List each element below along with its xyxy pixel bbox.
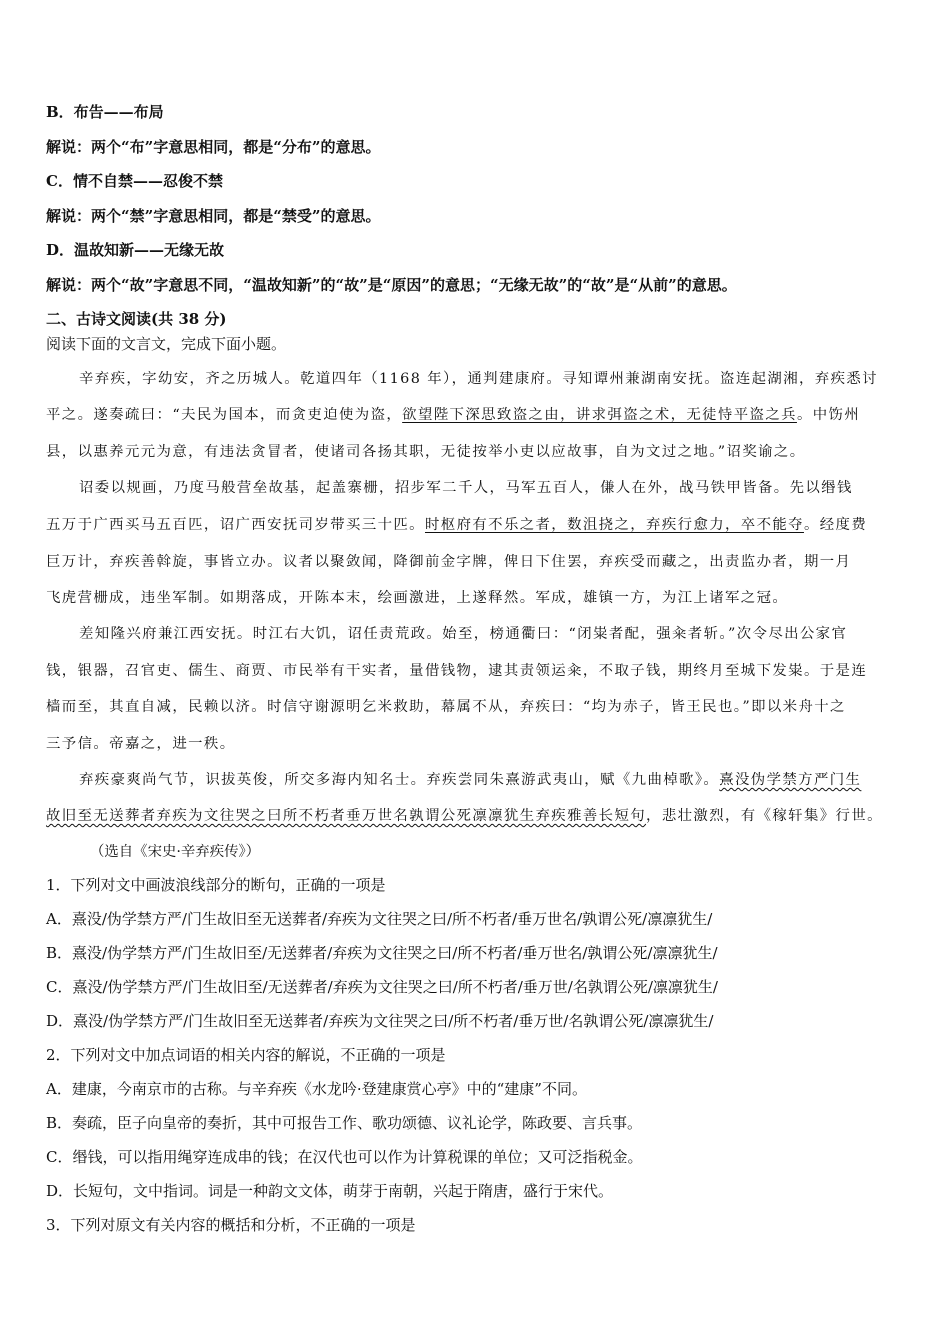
- explanation-d: 解说：两个“故”字意思不同，“温故知新”的“故”是“原因”的意思；“无缘无故”的“故”是“从前”的意思。: [46, 276, 737, 294]
- passage-line: 三予信。帝嘉之，进一秩。: [46, 736, 236, 752]
- passage-line: 辛弃疾，字幼安，齐之历城人。乾道四年（1168 年），通判建康府。寻知谭州兼湖南安抚。盗连起湖湘，弃疾悉讨: [79, 371, 878, 387]
- passage-line: [46, 513, 867, 534]
- question-3-stem: 3．下列对原文有关内容的概括和分析，不正确的一项是: [46, 1216, 416, 1234]
- question-1-option-a: A．熹没/伪学禁方严/门生故旧至无送葬者/弃疾为文往哭之曰/所不朽者/垂万世名/孰谓公死/凛凛犹生/: [46, 910, 713, 928]
- passage-line: 巨万计，弃疾善斡旋，事皆立办。议者以聚敛闻，降御前金字牌，俾日下住罢，弃疾受而藏之，出责监办者，期一月: [46, 554, 852, 570]
- passage-line: [79, 768, 861, 789]
- passage-line: [46, 804, 883, 825]
- question-1-option-d: D．熹没/伪学禁方严/门生故旧至无送葬者/弃疾为文往哭之曰/所不朽者/垂万世/名孰谓公死/凛凛犹生/: [46, 1012, 714, 1030]
- passage-text: 平之。遂奏疏曰：“夫民为国本，而贪吏迫使为盗，: [46, 407, 403, 423]
- passage-line: 诏委以规画，乃度马般营垒故基，起盖寨栅，招步军二千人，马军五百人，傔人在外，战马铁甲皆备。先以缗钱: [79, 480, 853, 496]
- question-2-stem: 2．下列对文中加点词语的相关内容的解说，不正确的一项是: [46, 1046, 446, 1064]
- passage-text: 弃疾豪爽尚气节，识拔英俊，所交多海内知名士。弃疾尝同朱熹游武夷山，赋《九曲棹歌》。: [79, 772, 720, 788]
- question-1-option-c: C．熹没/伪学禁方严/门生故旧至/无送葬者/弃疾为文往哭之曰/所不朽者/垂万世/名孰谓公死/凛凛犹生/: [46, 978, 718, 996]
- passage-source: （选自《宋史·辛弃疾传》）: [90, 844, 261, 860]
- question-2-option-d: D．长短句，文中指词。词是一种韵文文体，萌芽于南朝，兴起于隋唐，盛行于宋代。: [46, 1182, 614, 1200]
- question-1-option-b: B．熹没/伪学禁方严/门生故旧至/无送葬者/弃疾为文往哭之曰/所不朽者/垂万世名/孰谓公死/凛凛犹生/: [46, 944, 718, 962]
- question-2-option-b: B．奏疏，臣子向皇帝的奏折，其中可报告工作、歌功颂德、议礼论学，陈政要、言兵事。: [46, 1114, 643, 1132]
- underlined-sentence: 欲望陛下深思致盗之由，讲求弭盗之术，无徒恃平盗之兵: [402, 407, 797, 423]
- underlined-sentence: 时枢府有不乐之者，数沮挠之，弃疾行愈力，卒不能夺: [424, 517, 804, 533]
- question-1-stem: 1．下列对文中画波浪线部分的断句，正确的一项是: [46, 876, 386, 894]
- passage-text: 。经度费: [803, 517, 868, 533]
- passage-text: 五万于广西买马五百匹，诏广西安抚司岁带买三十匹。: [46, 517, 425, 533]
- question-2-option-a: A．建康，今南京市的古称。与辛弃疾《水龙吟·登建康赏心亭》中的“建康”不同。: [46, 1080, 587, 1098]
- passage-text: 。中饬州: [796, 407, 861, 423]
- section-heading: 二、古诗文阅读(共 38 分): [46, 310, 227, 328]
- passage-line: [46, 403, 860, 424]
- passage-text: ，悲壮激烈，有《稼轩集》行世。: [646, 808, 883, 824]
- passage-line: 差知隆兴府兼江西安抚。时江右大饥，诏任责荒政。始至，榜通衢曰：“闭粜者配，强籴者斩。”次令尽出公家官: [79, 626, 848, 642]
- explanation-b: 解说：两个“布”字意思相同，都是“分布”的意思。: [46, 138, 381, 156]
- question-2-option-c: C．缗钱，可以指用绳穿连成串的钱；在汉代也可以作为计算税课的单位；又可泛指税金。: [46, 1148, 643, 1166]
- wavy-underlined-text: 熹没伪学禁方严门生: [719, 772, 862, 788]
- passage-line: 飞虎营栅成，违坐军制。如期落成，开陈本末，绘画激进，上遂释然。军成，雄镇一方，为江上诸军之冠。: [46, 590, 789, 606]
- option-d-word-pair: D．温故知新——无缘无故: [46, 241, 225, 259]
- option-c-word-pair: C．情不自禁——忍俊不禁: [46, 172, 223, 190]
- explanation-c: 解说：两个“禁”字意思相同，都是“禁受”的意思。: [46, 207, 381, 225]
- option-b-word-pair: B．布告——布局: [46, 103, 164, 121]
- passage-line: 樯而至，其直自减，民赖以济。时信守谢源明乞米救助，幕属不从，弃疾曰：“均为赤子，皆王民也。”即以米舟十之: [46, 699, 846, 715]
- wavy-underlined-text: 故旧至无送葬者弃疾为文往哭之曰所不朽者垂万世名孰谓公死凛凛犹生弃疾雅善长短句: [46, 808, 647, 824]
- reading-instruction: 阅读下面的文言文，完成下面小题。: [46, 335, 287, 353]
- passage-line: 钱，银器，召官吏、儒生、商贾、市民举有干实者，量借钱物，逮其责领运籴，不取子钱，期终月至城下发粜。于是连: [46, 663, 868, 679]
- passage-line: 县，以惠养元元为意，有违法贪冒者，使诸司各扬其职，无徒按举小吏以应故事，自为文过之地。”诏奖谕之。: [46, 444, 806, 460]
